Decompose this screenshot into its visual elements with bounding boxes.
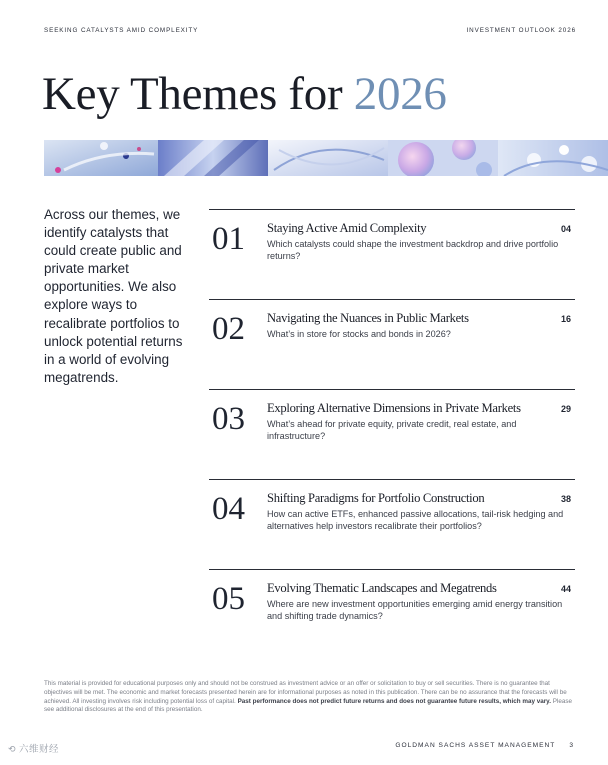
header-right: INVESTMENT OUTLOOK 2026	[466, 27, 576, 34]
toc-description: What’s in store for stocks and bonds in 2026?	[267, 329, 451, 339]
decorative-banner-image	[44, 140, 608, 176]
toc-description: Where are new investment opportunities emerging amid energy transition and shifting trade dynamics?	[267, 599, 563, 622]
title-main: Key Themes for	[42, 68, 354, 120]
title-year: 2026	[353, 68, 447, 120]
toc-number: 03	[212, 401, 245, 437]
toc-number: 02	[212, 311, 245, 347]
intro-paragraph: Across our themes, we identify catalysts that could create public and private market opportunities. We also explore ways to recalibrate portfolios to unlock potential returns in a world of evolving megatrends.	[44, 207, 183, 385]
watermark	[8, 741, 59, 755]
watermark-icon: ⟲	[8, 744, 17, 754]
toc-heading: Exploring Alternative Dimensions in Private Markets	[267, 401, 521, 415]
page-title	[42, 66, 447, 122]
watermark-text: 六维财经	[19, 744, 60, 755]
toc-number: 05	[212, 581, 245, 617]
toc-item-04[interactable]	[209, 479, 575, 569]
company-label: GOLDMAN SACHS ASSET MANAGEMENT	[395, 742, 556, 749]
toc-heading: Evolving Thematic Landscapes and Megatrends	[267, 581, 497, 595]
disclaimer-tail: Please see additional disclosures at the end of this presentation.	[44, 697, 572, 714]
toc-page-number: 44	[560, 584, 571, 594]
toc-description: What’s ahead for private equity, private credit, real estate, and infrastructure?	[267, 419, 517, 442]
table-of-contents	[209, 209, 575, 659]
toc-heading: Navigating the Nuances in Public Markets	[267, 311, 469, 325]
toc-item-03[interactable]	[209, 389, 575, 479]
toc-heading: Staying Active Amid Complexity	[267, 221, 427, 235]
toc-page-number: 04	[560, 224, 571, 234]
toc-page-number: 16	[560, 314, 571, 324]
toc-item-01[interactable]	[209, 209, 575, 299]
disclaimer-bold: Past performance does not predict future returns and does not guarantee future results, which may vary.	[237, 697, 551, 705]
header-left: SEEKING CATALYSTS AMID COMPLEXITY	[44, 27, 199, 34]
disclaimer	[44, 680, 572, 715]
toc-page-number: 29	[560, 404, 571, 414]
toc-heading: Shifting Paradigms for Portfolio Construction	[267, 491, 485, 505]
toc-description: How can active ETFs, enhanced passive allocations, tail-risk hedging and alternatives help investors recalibrate their portfolios?	[267, 509, 564, 532]
page-number: 3	[569, 742, 574, 749]
toc-number: 04	[212, 491, 245, 527]
toc-number: 01	[212, 221, 245, 257]
toc-item-05[interactable]	[209, 569, 575, 659]
toc-item-02[interactable]	[209, 299, 575, 389]
disclaimer-text: This material is provided for educational purposes only and should not be construed as investment advice or an offer or solicitation to buy or sell securities. There is no guarantee that objectives will be met. The economic and market forecasts presented herein are for informational purposes as noted in this publication. There can be no assurance that the forecasts will be achieved. All investing involves risk including potential loss of capital.	[44, 680, 567, 705]
toc-description: Which catalysts could shape the investment backdrop and drive portfolio returns?	[267, 239, 559, 262]
toc-page-number: 38	[560, 494, 571, 504]
company-name	[395, 742, 574, 749]
